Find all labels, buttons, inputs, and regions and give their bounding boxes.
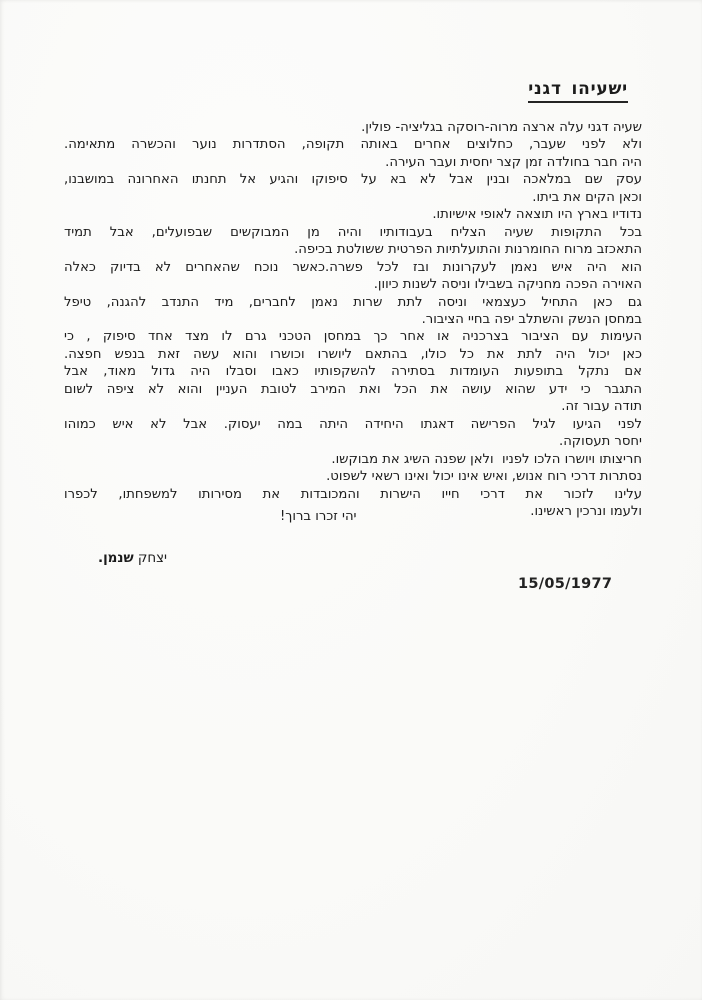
body-line: במחסן הנשק והשתלב יפה בחיי הציבור. [421,311,642,327]
body-line: נדודיו בארץ היו תוצאה לאופי אישיותו. [432,207,642,223]
body-line: היה חבר בחולדה זמן קצר יחסית ועבר העירה. [385,154,642,170]
body-line: תודה עבור זה. [561,399,642,415]
body-line: וכאן הקים את ביתו. [532,189,642,205]
signature-last-name: שנמן. [98,551,134,566]
body-line: שעיה דגני עלה ארצה מרוה-רוסקה בגליציה- פולין. [361,120,642,135]
body-line: האוירה הפכה מחניקה בשבילו וניסה לשנות כיוון. [373,277,642,293]
body-line: יחסר תעסוקה. [559,434,642,450]
body-line: ולעמו ונרכין ראשינו. [530,503,642,519]
signature [98,551,167,566]
body-line: התאכזב מרוח החומרנות והתועלתיות הפרטית ששולטת בכיפה. [294,242,642,258]
page-title: ישעיהו דגני [528,79,628,103]
body-line: כאן יכול היה לתת את כל כולו, בהתאם ליושרו וכושרו והוא עשה זאת בנפש חפצה. [64,346,642,362]
body-line: העימות עם הציבור בצרכניה או אחר כך במחסן הטכני גרם לו מצד אחד סיפוק , כי [64,329,642,345]
body-line: הוא היה איש נאמן לעקרונות ובז לכל פשרה.כאשר נוכח שהאחרים לא בדיוק כאלה [64,259,642,275]
signature-first-name: יצחק [133,551,168,566]
memorial-closing-phrase: יהי זכרו ברוך! [280,509,357,524]
body-line: עלינו לזכור את דרכי חייו הישרות והמכובדות את מסירותו למשפחתו, לכפרו [64,486,642,502]
body-line: אם נתקל בתופעות העומדות בסתירה להשקפותיו כאבו וסבלו היה גדול מאוד, אבל [64,364,642,380]
body-line: ולא לפני שעבר, כחלוצים אחרים באותה תקופה, הסתדרות נוער והכשרה מתאימה. [64,137,642,153]
letter-date: 15/05/1977 [518,576,613,592]
body-line: בכל התקופות שעיה הצליח בעבודותיו והיה מן המבוקשים שבפועלים, אבל תמיד [64,224,642,240]
body-line: התגבר כי ידע שהוא עושה את הכל ואת המירב לטובת העניין והוא לא ציפה לשום [64,381,642,397]
body-line: נסתרות דרכי רוח אנוש, ואיש אינו יכול ואינו רשאי לשפוט. [326,469,642,485]
body-line: עסק שם במלאכה ובנין אבל לא בא על סיפוקו והגיע אל תחנתו האחרונה במושבנו, [64,172,642,188]
body-line: חריצותו ויושרו הלכו לפניו ולאן שפנה השיג את מבוקשו. [331,451,642,467]
body-line: גם כאן התחיל כעצמאי וניסה לתת שרות נאמן לחברים, מיד התנדב להגנה, טיפל [64,294,642,310]
body-line: לפני הגיעו לגיל הפרישה דאגתו היחידה היתה במה יעסוק. אבל לא איש כמוהו [64,416,642,432]
letter-body [64,119,642,520]
